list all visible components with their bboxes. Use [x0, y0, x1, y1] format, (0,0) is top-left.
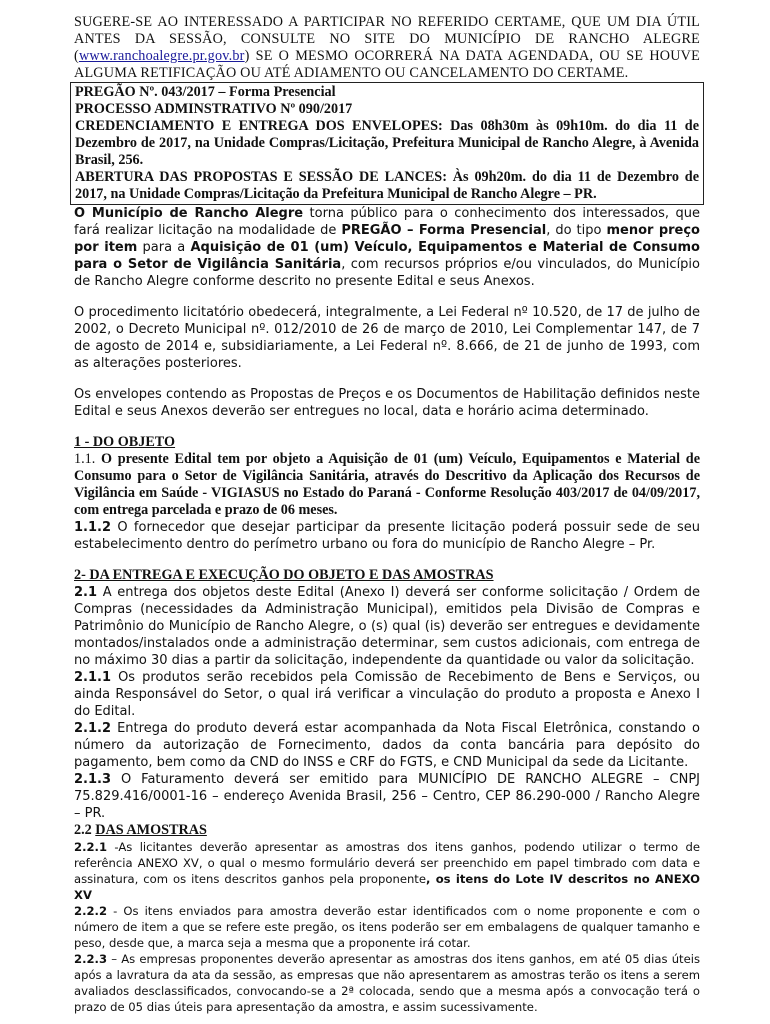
item-2-2-3-number: 2.2.3 — [74, 952, 108, 966]
item-2-2-title: DAS AMOSTRAS — [95, 822, 207, 838]
item-2-2-3-text: – As empresas proponentes deverão apresentar as amostras dos itens ganhos, em até 05 dias úteis após a lavratura da ata da sessão, as empresas que não apresentarem as amostras terão os itens a serem avaliados desclassificados, convocando-se a 2ª colocada, sendo que a mesma após a convocação terá o prazo de 05 dias úteis para apresentação da amostra, e assim sucessivamente. — [74, 952, 700, 1014]
item-1-1-2 — [74, 519, 700, 553]
para1-text-2: , do tipo — [546, 223, 607, 238]
credenciamento-line: CREDENCIAMENTO E ENTREGA DOS ENVELOPES: Das 08h30m às 09h10m. do dia 11 de Dezembro de 2017, na Unidade Compras/Licitação, Prefeitura Municipal de Rancho Alegre, à Avenida Brasil, 256. — [75, 118, 699, 168]
item-2-2-2-text: - Os itens enviados para amostra deverão estar identificados com o nome proponente e com o número de item a que se refere este pregão, os itens poderão ser em embalagens de qualquer tamanho e peso, desde que, a marca seja a mesma que a proponente irá cotar. — [74, 904, 700, 950]
municipality-name: O Município de Rancho Alegre — [74, 206, 304, 221]
item-2-1-1-number: 2.1.1 — [74, 670, 112, 685]
item-1-1-2-number: 1.1.2 — [74, 520, 112, 535]
item-2-2-number: 2.2 — [74, 822, 96, 838]
envelopes-paragraph: Os envelopes contendo as Propostas de Preços e os Documentos de Habilitação definidos neste Edital e seus Anexos deverão ser entregues no local, data e horário acima determinado. — [74, 387, 700, 419]
para1-text-1: torna público para o conhecimento dos interessados, que fará realizar licitação na modalidade de — [74, 206, 700, 238]
item-2-2-2-number: 2.2.2 — [74, 904, 108, 918]
section-1-heading: 1 - DO OBJETO — [74, 434, 176, 450]
section-2-title — [74, 567, 700, 584]
section-1-title — [74, 434, 700, 451]
modality: PREGÃO – Forma Presencial — [341, 223, 547, 238]
document-page — [74, 14, 700, 1015]
para1-text-3: para a — [137, 240, 191, 255]
section-2-heading: 2- DA ENTREGA E EXECUÇÃO DO OBJETO E DAS AMOSTRAS — [74, 567, 494, 583]
item-2-1-1 — [74, 669, 700, 720]
item-2-2-2 — [74, 903, 700, 951]
item-2-2 — [74, 822, 700, 839]
intro-notice — [74, 14, 700, 82]
intro-text-1: SUGERE-SE AO INTERESSADO A PARTICIPAR NO REFERIDO CERTAME, QUE UM DIA ÚTIL ANTES DA SESSÃO, CONSULTE NO SITE DO MUNICÍPIO DE RANCHO ALEGRE ( — [74, 14, 700, 64]
opening-paragraph — [74, 205, 700, 290]
item-1-1 — [74, 451, 700, 519]
item-2-2-3 — [74, 951, 700, 1015]
item-2-2-1-text: -As licitantes deverão apresentar as amostras dos itens ganhos, podendo utilizar o termo de referência ANEXO XV, o qual o mesmo formulário deverá ser preenchido em papel timbrado com data e assinatura, com os itens descritos ganhos pela proponente — [74, 840, 700, 886]
intro-text-2: ) SE O MESMO OCORRERÁ NA DATA AGENDADA, OU SE HOUVE ALGUMA RETIFICAÇÃO OU ATÉ ADIAMENTO OU CANCELAMENTO DO CERTAME. — [74, 48, 700, 81]
acquisition-object: Aquisição de 01 (um) Veículo, Equipamentos e Material de Consumo para o Setor de Vigilância Sanitária — [74, 240, 700, 272]
pregao-line: PREGÃO Nº. 043/2017 – Forma Presencial — [75, 84, 336, 100]
municipality-website-link[interactable]: www.ranchoalegre.pr.gov.br — [78, 48, 245, 64]
item-2-1-2-number: 2.1.2 — [74, 721, 112, 736]
item-2-1 — [74, 584, 700, 669]
item-2-1-text: A entrega dos objetos deste Edital (Anexo I) deverá ser conforme solicitação / Ordem de Compras (necessidades da Administração Municipal), emitidos pela Divisão de Compras e Patrimônio do Município de Rancho Alegre, o (s) qual (is) deverão ser entregues e devidamente montados/instalados onde a administração determinar, sem custos adicionais, com entrega de no máximo 30 dias a partir da solicitação, independente da quantidade ou valor da solicitação. — [74, 585, 700, 668]
item-2-1-3-text: O Faturamento deverá ser emitido para MUNICÍPIO DE RANCHO ALEGRE – CNPJ 75.829.416/0001-16 – endereço Avenida Brasil, 256 – Centro, CEP 86.290-000 / Rancho Alegre – PR. — [74, 772, 700, 821]
item-2-1-3-number: 2.1.3 — [74, 772, 112, 787]
item-2-1-3 — [74, 771, 700, 822]
bid-type: menor preço por item — [74, 223, 700, 255]
item-2-2-1 — [74, 839, 700, 903]
legal-basis-paragraph: O procedimento licitatório obedecerá, integralmente, a Lei Federal nº 10.520, de 17 de julho de 2002, o Decreto Municipal nº. 012/2010 de 26 de março de 2010, Lei Complementar 147, de 7 de agosto de 2014 e, subsidiariamente, a Lei Federal nº. 8.666, de 21 de junho de 1993, com as alterações posteriores. — [74, 305, 700, 371]
item-1-1-number: 1.1. — [74, 451, 102, 467]
item-2-1-number: 2.1 — [74, 585, 98, 600]
abertura-line: ABERTURA DAS PROPOSTAS E SESSÃO DE LANCES: Às 09h20m. do dia 11 de Dezembro de 2017, na Unidade Compras/Licitação da Prefeitura Municipal de Rancho Alegre – PR. — [75, 169, 699, 202]
processo-line: PROCESSO ADMINSTRATIVO Nº 090/2017 — [75, 101, 353, 117]
item-1-1-text: O presente Edital tem por objeto a Aquisição de 01 (um) Veículo, Equipamentos e Material de Consumo para o Setor de Vigilância Sanitária, através do Descritivo da Aplicação dos Recursos de Vigilância em Saúde - VIGIASUS no Estado do Paraná - Conforme Resolução 403/2017 de 04/09/2017, com entrega parcelada e prazo de 06 meses. — [74, 451, 700, 518]
para1-text-4: , com recursos próprios e/ou vinculados, do Município de Rancho Alegre conforme descrito no presente Edital e seus Anexos. — [74, 257, 700, 289]
item-2-1-2 — [74, 720, 700, 771]
item-2-1-2-text: Entrega do produto deverá estar acompanhada da Nota Fiscal Eletrônica, constando o número da autorização de Fornecimento, dados da conta bancária para depósito do pagamento, bem como da CND do INSS e CRF do FGTS, e CND Municipal da sede da Licitante. — [74, 721, 700, 770]
item-2-2-1-bold: , os itens do Lote IV descritos no ANEXO XV — [74, 872, 700, 902]
item-2-2-1-number: 2.2.1 — [74, 840, 108, 854]
item-1-1-2-text: O fornecedor que desejar participar da presente licitação poderá possuir sede de seu estabelecimento dentro do perímetro urbano ou fora do município de Rancho Alegre – Pr. — [74, 520, 700, 552]
item-2-1-1-text: Os produtos serão recebidos pela Comissão de Recebimento de Bens e Serviços, ou ainda Responsável do Setor, o qual irá verificar a vinculação do produto a proposta e Anexo I do Edital. — [74, 670, 700, 719]
bid-info-box — [70, 82, 704, 205]
